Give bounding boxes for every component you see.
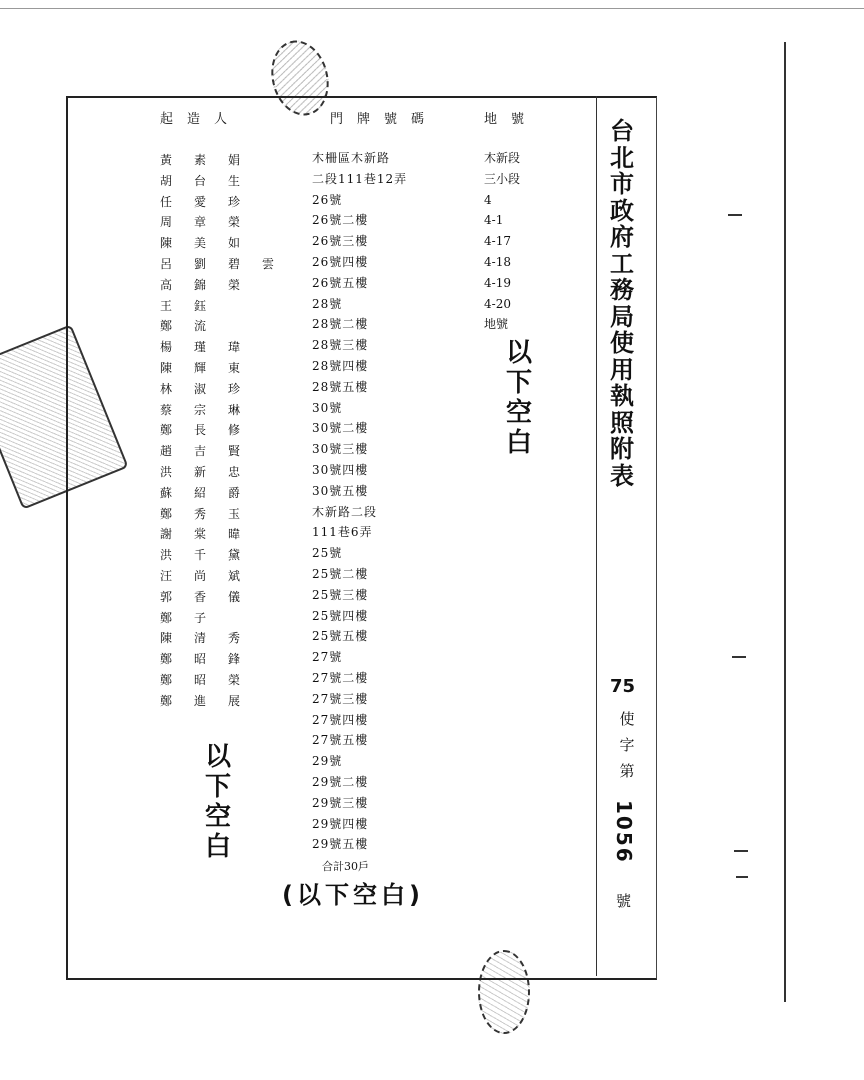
door-address: 29號二樓 (312, 774, 369, 789)
door-address: 木新路二段 (312, 504, 378, 519)
margin-tick (736, 876, 748, 878)
door-address: 30號四樓 (312, 462, 369, 477)
owner-name: 任愛珍 (160, 194, 263, 209)
door-address: 111巷6弄 (312, 525, 373, 540)
header-lot-number: 地號 (484, 112, 539, 127)
owner-name: 胡台生 (160, 173, 263, 188)
door-address: 25號 (312, 546, 343, 561)
door-address: 30號 (312, 400, 343, 415)
blank-stamp-owner: 以下空白 (204, 742, 231, 862)
door-address: 26號 (312, 192, 343, 207)
cert-serial: 1056 (612, 800, 636, 864)
total-units: 合計30戶 (322, 860, 369, 873)
owner-name: 蔡宗琳 (160, 402, 263, 417)
door-address: 27號三樓 (312, 691, 369, 706)
owner-name: 謝棠暐 (160, 527, 263, 542)
door-address: 27號 (312, 650, 343, 665)
door-address: 28號二樓 (312, 317, 369, 332)
door-address: 26號二樓 (312, 213, 369, 228)
margin-tick (728, 214, 742, 216)
address-list (312, 148, 407, 855)
owner-name: 鄭長修 (160, 423, 263, 438)
door-address: 29號四樓 (312, 816, 369, 831)
owner-name: 郭香儀 (160, 589, 263, 604)
door-address: 27號四樓 (312, 712, 369, 727)
cert-number: 75 (610, 676, 636, 697)
door-address: 30號三樓 (312, 442, 369, 457)
lot-number: 三小段 (484, 171, 521, 186)
lot-number: 4-17 (484, 234, 511, 249)
owner-name: 陳清秀 (160, 631, 263, 646)
lot-number: 4-19 (484, 275, 511, 290)
owner-name: 鄭流 (160, 319, 229, 334)
owner-name: 陳美如 (160, 236, 263, 251)
cert-suffix: 號 (616, 892, 632, 910)
door-address: 26號四樓 (312, 254, 369, 269)
owner-name: 鄭子 (160, 610, 229, 625)
door-address: 30號二樓 (312, 421, 369, 436)
cert-prefix: 使字第 (619, 710, 635, 780)
door-address: 27號五樓 (312, 733, 369, 748)
owner-name: 汪尚斌 (160, 568, 263, 583)
margin-tick (734, 850, 748, 852)
door-address: 25號三樓 (312, 587, 369, 602)
lot-number: 木新段 (484, 151, 521, 165)
door-address: 二段111巷12弄 (312, 171, 408, 186)
document-title: 台北市政府工務局使用執照附表 (610, 116, 634, 490)
owner-name: 林淑珍 (160, 381, 263, 396)
owner-name: 鄭秀玉 (160, 506, 263, 521)
owner-list (160, 150, 296, 712)
door-address: 29號三樓 (312, 795, 369, 810)
door-address: 28號四樓 (312, 358, 369, 373)
owner-name: 陳輝東 (160, 360, 263, 375)
lot-number: 4-1 (484, 213, 504, 228)
owner-name: 呂劉碧雲 (160, 256, 297, 271)
door-address: 29號 (312, 754, 343, 769)
owner-name: 高錦榮 (160, 277, 263, 292)
scan-edge-top (0, 8, 864, 9)
owner-name: 趙吉賢 (160, 444, 263, 459)
lot-number: 4-18 (484, 254, 511, 269)
door-address: 30號五樓 (312, 483, 369, 498)
header-door-number: 門牌號碼 (330, 112, 439, 127)
owner-name: 洪千黛 (160, 548, 263, 563)
owner-name: 楊瑾瑋 (160, 340, 263, 355)
door-address: 25號四樓 (312, 608, 369, 623)
owner-name: 鄭昭鋒 (160, 652, 263, 667)
owner-name: 鄭昭榮 (160, 672, 263, 687)
lot-number: 地號 (484, 317, 509, 332)
lot-number: 4 (484, 192, 492, 207)
door-address: 27號二樓 (312, 670, 369, 685)
door-address: 25號二樓 (312, 566, 369, 581)
blank-stamp-lot: 以下空白 (505, 338, 532, 458)
scan-edge-right (784, 42, 786, 1002)
lot-number: 4-20 (484, 296, 511, 311)
door-address: 29號五樓 (312, 837, 369, 852)
door-address: 28號五樓 (312, 379, 369, 394)
door-address: 26號三樓 (312, 234, 369, 249)
title-divider (596, 96, 597, 976)
owner-name: 黃素娟 (160, 153, 263, 167)
door-address: 26號五樓 (312, 275, 369, 290)
owner-name: 鄭進展 (160, 693, 263, 708)
header-owner: 起造人 (160, 112, 242, 127)
owner-name: 王鈺 (160, 298, 229, 313)
door-address: 28號 (312, 296, 343, 311)
owner-name: 洪新忠 (160, 464, 263, 479)
owner-name: 周章榮 (160, 215, 263, 230)
blank-stamp-bottom: (以下空白) (282, 881, 424, 909)
door-address: 木柵區木新路 (312, 151, 391, 165)
door-address: 25號五樓 (312, 629, 369, 644)
margin-tick (732, 656, 746, 658)
lot-list (484, 148, 520, 335)
owner-name: 蘇紹爵 (160, 485, 263, 500)
door-address: 28號三樓 (312, 338, 369, 353)
